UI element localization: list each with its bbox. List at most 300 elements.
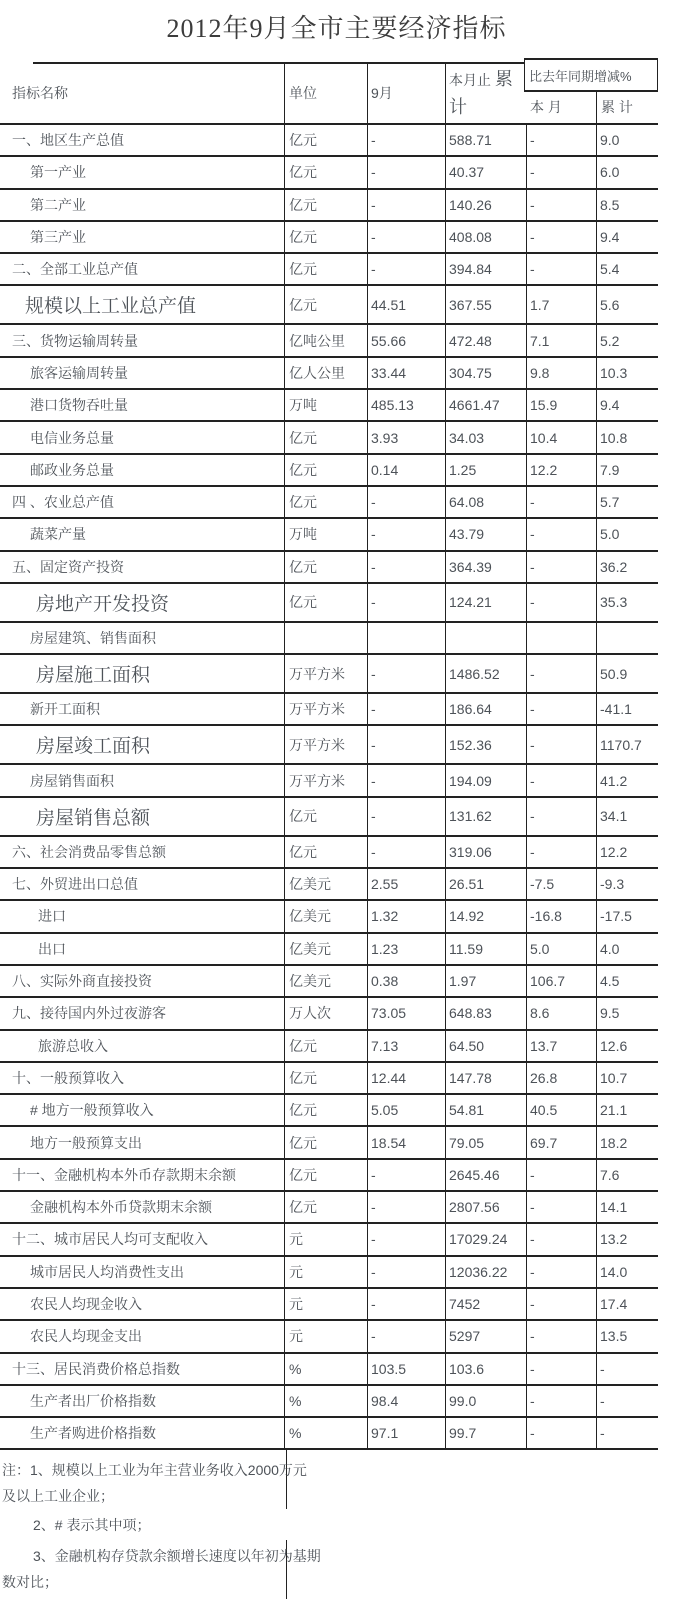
cumulative-value-cell: 79.05 bbox=[445, 1127, 526, 1157]
indicator-name-cell: 房屋建筑、销售面积 bbox=[30, 630, 156, 646]
yoy-cumulative-cell: 14.1 bbox=[596, 1192, 658, 1222]
yoy-cumulative-cell: - bbox=[596, 1418, 658, 1448]
note-line: 2、# 表示其中项； bbox=[33, 1516, 151, 1533]
table-row bbox=[0, 726, 658, 765]
yoy-cumulative-cell: 1170.7 bbox=[596, 726, 658, 763]
indicator-name-cell: 十、一般预算收入 bbox=[12, 1069, 124, 1086]
note-line: 数对比； bbox=[2, 1574, 58, 1591]
yoy-month-cell: 5.0 bbox=[526, 934, 596, 964]
table-row bbox=[0, 222, 658, 254]
yoy-cumulative-cell: 4.5 bbox=[596, 966, 658, 996]
yoy-cumulative-cell: 7.9 bbox=[596, 455, 658, 485]
unit-cell: 亿元 bbox=[284, 837, 367, 867]
yoy-cumulative-cell: 21.1 bbox=[596, 1095, 658, 1125]
yoy-month-cell: 12.2 bbox=[526, 455, 596, 485]
unit-cell: 亿元 bbox=[284, 487, 367, 517]
yoy-cumulative-cell: 18.2 bbox=[596, 1127, 658, 1157]
month-value-cell: - bbox=[367, 222, 445, 252]
yoy-month-cell: 40.5 bbox=[526, 1095, 596, 1125]
cumulative-value-cell: 64.50 bbox=[445, 1031, 526, 1061]
yoy-month-cell: 1.7 bbox=[526, 286, 596, 323]
yoy-month-cell: - bbox=[526, 1289, 596, 1319]
table-row bbox=[0, 837, 658, 869]
header-yoy-group: 比去年同期增减% bbox=[524, 58, 658, 92]
cumulative-value-cell: 472.48 bbox=[445, 325, 526, 355]
yoy-cumulative-cell: 34.1 bbox=[596, 798, 658, 835]
header-cumulative: 本月止 累 计 bbox=[445, 62, 526, 123]
indicator-name-cell: 房地产开发投资 bbox=[36, 593, 170, 615]
month-value-cell: 12.44 bbox=[367, 1063, 445, 1093]
unit-cell: 亿美元 bbox=[284, 869, 367, 899]
cumulative-value-cell: 4661.47 bbox=[445, 390, 526, 420]
month-value-cell: - bbox=[367, 157, 445, 187]
month-value-cell: - bbox=[367, 125, 445, 155]
indicator-name-cell: 二、全部工业总产值 bbox=[12, 261, 138, 278]
indicator-name-cell: 农民人均现金收入 bbox=[30, 1296, 142, 1313]
unit-cell: 元 bbox=[284, 1257, 367, 1287]
indicator-name-cell: 一、地区生产总值 bbox=[12, 132, 124, 149]
yoy-cumulative-cell: 35.3 bbox=[596, 584, 658, 621]
month-value-cell: 0.14 bbox=[367, 455, 445, 485]
header-yoy-cumulative: 累 计 bbox=[596, 90, 658, 123]
header-unit: 单位 bbox=[284, 62, 367, 123]
table-row bbox=[0, 869, 658, 901]
yoy-cumulative-cell: 12.2 bbox=[596, 837, 658, 867]
month-value-cell: 1.23 bbox=[367, 934, 445, 964]
cumulative-value-cell: 54.81 bbox=[445, 1095, 526, 1125]
yoy-month-cell: - bbox=[526, 798, 596, 835]
indicator-name-cell: # 地方一般预算收入 bbox=[30, 1102, 154, 1119]
cumulative-value-cell: 99.0 bbox=[445, 1386, 526, 1416]
table-row bbox=[0, 1063, 658, 1095]
month-value-cell: 103.5 bbox=[367, 1354, 445, 1384]
cumulative-value-cell: 1.25 bbox=[445, 455, 526, 485]
cumulative-value-cell: 186.64 bbox=[445, 694, 526, 724]
yoy-month-cell: - bbox=[526, 1160, 596, 1190]
note-3 bbox=[0, 1540, 321, 1599]
unit-cell: 万平方米 bbox=[284, 694, 367, 724]
indicator-name-cell: 十一、金融机构本外币存款期末余额 bbox=[12, 1166, 236, 1183]
table-row bbox=[0, 1224, 658, 1256]
indicator-name-cell: 邮政业务总量 bbox=[30, 461, 114, 478]
month-value-cell: - bbox=[367, 837, 445, 867]
table-row bbox=[0, 655, 658, 694]
header-indicator: 指标名称 bbox=[12, 84, 68, 101]
yoy-month-cell: - bbox=[526, 1257, 596, 1287]
yoy-cumulative-cell: 13.5 bbox=[596, 1321, 658, 1351]
month-value-cell: 485.13 bbox=[367, 390, 445, 420]
note-line: 3、金融机构存贷款余额增长速度以年初为基期 bbox=[33, 1548, 321, 1565]
yoy-cumulative-cell: 9.5 bbox=[596, 998, 658, 1028]
yoy-cumulative-cell: 50.9 bbox=[596, 655, 658, 692]
month-value-cell: - bbox=[367, 1321, 445, 1351]
yoy-cumulative-cell: 9.4 bbox=[596, 222, 658, 252]
cumulative-value-cell: 124.21 bbox=[445, 584, 526, 621]
yoy-month-cell: 69.7 bbox=[526, 1127, 596, 1157]
indicator-name-cell: 新开工面积 bbox=[30, 701, 100, 718]
cumulative-value-cell: 1486.52 bbox=[445, 655, 526, 692]
month-value-cell: 73.05 bbox=[367, 998, 445, 1028]
table-row bbox=[0, 422, 658, 454]
cumulative-value-cell: 648.83 bbox=[445, 998, 526, 1028]
table-row bbox=[0, 1257, 658, 1289]
indicator-name-cell: 房屋竣工面积 bbox=[36, 736, 151, 758]
table-row bbox=[0, 487, 658, 519]
indicator-name-cell: 八、实际外商直接投资 bbox=[12, 973, 152, 990]
unit-cell: 万平方米 bbox=[284, 655, 367, 692]
unit-cell: 亿元 bbox=[284, 1063, 367, 1093]
unit-cell: 万人次 bbox=[284, 998, 367, 1028]
unit-cell: 亿元 bbox=[284, 798, 367, 835]
table-row bbox=[0, 623, 658, 655]
yoy-month-cell: 10.4 bbox=[526, 422, 596, 452]
table-row bbox=[0, 1095, 658, 1127]
indicator-name-cell: 第二产业 bbox=[30, 196, 86, 213]
yoy-cumulative-cell: 12.6 bbox=[596, 1031, 658, 1061]
table-row bbox=[0, 966, 658, 998]
table-row bbox=[0, 901, 658, 933]
indicator-name-cell: 进口 bbox=[38, 908, 66, 925]
cumulative-value-cell: 588.71 bbox=[445, 125, 526, 155]
unit-cell: 亿元 bbox=[284, 157, 367, 187]
table-row bbox=[0, 1354, 658, 1386]
month-value-cell: - bbox=[367, 584, 445, 621]
cumulative-value-cell: 1.97 bbox=[445, 966, 526, 996]
yoy-month-cell: -7.5 bbox=[526, 869, 596, 899]
table-row bbox=[0, 254, 658, 286]
yoy-month-cell: - bbox=[526, 254, 596, 284]
indicator-name-cell: 十三、居民消费价格总指数 bbox=[12, 1360, 180, 1377]
yoy-cumulative-cell: 9.4 bbox=[596, 390, 658, 420]
indicator-name-cell: 出口 bbox=[38, 940, 66, 957]
unit-cell: 万吨 bbox=[284, 519, 367, 549]
table-row bbox=[0, 694, 658, 726]
yoy-month-cell: 13.7 bbox=[526, 1031, 596, 1061]
yoy-month-cell: - bbox=[526, 1386, 596, 1416]
cumulative-value-cell: 152.36 bbox=[445, 726, 526, 763]
yoy-cumulative-cell: 10.8 bbox=[596, 422, 658, 452]
yoy-month-cell: - bbox=[526, 222, 596, 252]
month-value-cell: - bbox=[367, 765, 445, 795]
yoy-cumulative-cell: 5.0 bbox=[596, 519, 658, 549]
yoy-cumulative-cell: 14.0 bbox=[596, 1257, 658, 1287]
yoy-cumulative-cell bbox=[596, 623, 658, 653]
yoy-cumulative-cell: 36.2 bbox=[596, 552, 658, 582]
cumulative-value-cell: 14.92 bbox=[445, 901, 526, 931]
indicator-name-cell: 港口货物吞吐量 bbox=[30, 397, 128, 414]
cumulative-value-cell: 394.84 bbox=[445, 254, 526, 284]
unit-cell: 亿元 bbox=[284, 1160, 367, 1190]
yoy-month-cell: 8.6 bbox=[526, 998, 596, 1028]
unit-cell: 亿元 bbox=[284, 190, 367, 220]
table-row bbox=[0, 1031, 658, 1063]
table-header-row bbox=[0, 62, 658, 125]
unit-cell: 亿元 bbox=[284, 422, 367, 452]
month-value-cell: 55.66 bbox=[367, 325, 445, 355]
indicator-name-cell: 五、固定资产投资 bbox=[12, 558, 124, 575]
note-line: 注：1、规模以上工业为年主营业务收入2000万元 bbox=[2, 1462, 307, 1479]
unit-cell: 亿元 bbox=[284, 1127, 367, 1157]
table-row bbox=[0, 1321, 658, 1353]
cumulative-value-cell: 11.59 bbox=[445, 934, 526, 964]
yoy-month-cell: - bbox=[526, 1321, 596, 1351]
unit-cell: 元 bbox=[284, 1224, 367, 1254]
unit-cell bbox=[284, 623, 367, 653]
month-value-cell: - bbox=[367, 552, 445, 582]
table-row bbox=[0, 1289, 658, 1321]
yoy-cumulative-cell: 7.6 bbox=[596, 1160, 658, 1190]
table-row bbox=[0, 1192, 658, 1224]
yoy-month-cell: - bbox=[526, 837, 596, 867]
table-row bbox=[0, 157, 658, 189]
indicator-name-cell: 房屋销售面积 bbox=[30, 772, 114, 789]
month-value-cell: 7.13 bbox=[367, 1031, 445, 1061]
table-row bbox=[0, 1160, 658, 1192]
table-row bbox=[0, 390, 658, 422]
yoy-month-cell: 15.9 bbox=[526, 390, 596, 420]
cumulative-value-cell: 2807.56 bbox=[445, 1192, 526, 1222]
unit-cell: 亿元 bbox=[284, 552, 367, 582]
table-row bbox=[0, 934, 658, 966]
yoy-cumulative-cell: 9.0 bbox=[596, 125, 658, 155]
month-value-cell: 1.32 bbox=[367, 901, 445, 931]
month-value-cell: - bbox=[367, 190, 445, 220]
yoy-month-cell: 7.1 bbox=[526, 325, 596, 355]
unit-cell: 亿人公里 bbox=[284, 358, 367, 388]
yoy-cumulative-cell: - bbox=[596, 1386, 658, 1416]
month-value-cell: 5.05 bbox=[367, 1095, 445, 1125]
unit-cell: 万吨 bbox=[284, 390, 367, 420]
cumulative-value-cell: 26.51 bbox=[445, 869, 526, 899]
unit-cell: 亿元 bbox=[284, 254, 367, 284]
cumulative-value-cell: 408.08 bbox=[445, 222, 526, 252]
indicator-name-cell: 第一产业 bbox=[30, 164, 86, 181]
yoy-cumulative-cell: 17.4 bbox=[596, 1289, 658, 1319]
month-value-cell: 44.51 bbox=[367, 286, 445, 323]
month-value-cell: - bbox=[367, 1257, 445, 1287]
yoy-month-cell: - bbox=[526, 519, 596, 549]
table-row bbox=[0, 765, 658, 797]
cumulative-value-cell: 5297 bbox=[445, 1321, 526, 1351]
month-value-cell: - bbox=[367, 1160, 445, 1190]
yoy-cumulative-cell: 5.2 bbox=[596, 325, 658, 355]
month-value-cell: 33.44 bbox=[367, 358, 445, 388]
month-value-cell: 0.38 bbox=[367, 966, 445, 996]
unit-cell: 亿元 bbox=[284, 1192, 367, 1222]
yoy-month-cell: - bbox=[526, 190, 596, 220]
yoy-month-cell bbox=[526, 623, 596, 653]
yoy-month-cell: - bbox=[526, 487, 596, 517]
cumulative-value-cell: 364.39 bbox=[445, 552, 526, 582]
indicator-name-cell: 蔬菜产量 bbox=[30, 526, 86, 543]
yoy-cumulative-cell: -41.1 bbox=[596, 694, 658, 724]
yoy-month-cell: - bbox=[526, 1354, 596, 1384]
month-value-cell: - bbox=[367, 487, 445, 517]
header-yoy-month: 本 月 bbox=[530, 98, 562, 115]
unit-cell: 亿美元 bbox=[284, 966, 367, 996]
unit-cell: 万平方米 bbox=[284, 726, 367, 763]
yoy-month-cell: - bbox=[526, 765, 596, 795]
cumulative-value-cell: 43.79 bbox=[445, 519, 526, 549]
unit-cell: % bbox=[284, 1418, 367, 1448]
page-title: 2012年9月全市主要经济指标 bbox=[166, 14, 507, 43]
unit-cell: 亿元 bbox=[284, 455, 367, 485]
unit-cell: 亿元 bbox=[284, 1095, 367, 1125]
indicator-name-cell: 房屋销售总额 bbox=[36, 807, 151, 829]
indicator-name-cell: 生产者出厂价格指数 bbox=[30, 1392, 156, 1409]
indicator-name-cell: 金融机构本外币贷款期末余额 bbox=[30, 1199, 212, 1216]
indicator-name-cell: 生产者购进价格指数 bbox=[30, 1425, 156, 1442]
month-value-cell: - bbox=[367, 1192, 445, 1222]
table-row bbox=[0, 519, 658, 551]
yoy-cumulative-cell: - bbox=[596, 1354, 658, 1384]
cumulative-value-cell: 131.62 bbox=[445, 798, 526, 835]
yoy-month-cell: 106.7 bbox=[526, 966, 596, 996]
yoy-cumulative-cell: 4.0 bbox=[596, 934, 658, 964]
yoy-cumulative-cell: 6.0 bbox=[596, 157, 658, 187]
month-value-cell: - bbox=[367, 519, 445, 549]
yoy-month-cell: - bbox=[526, 552, 596, 582]
table-row bbox=[0, 584, 658, 623]
yoy-month-cell: - bbox=[526, 157, 596, 187]
notes-section bbox=[0, 1450, 658, 1599]
indicator-name-cell: 房屋施工面积 bbox=[36, 665, 151, 687]
yoy-cumulative-cell: 10.3 bbox=[596, 358, 658, 388]
indicator-name-cell: 第三产业 bbox=[30, 229, 86, 246]
yoy-cumulative-cell: 13.2 bbox=[596, 1224, 658, 1254]
unit-cell: 亿元 bbox=[284, 584, 367, 621]
unit-cell: 亿元 bbox=[284, 286, 367, 323]
indicator-name-cell: 规模以上工业总产值 bbox=[25, 296, 197, 318]
cumulative-value-cell bbox=[445, 623, 526, 653]
yoy-cumulative-cell: -17.5 bbox=[596, 901, 658, 931]
indicator-name-cell: 四 、农业总产值 bbox=[12, 494, 114, 511]
month-value-cell: 3.93 bbox=[367, 422, 445, 452]
yoy-cumulative-cell: -9.3 bbox=[596, 869, 658, 899]
indicator-name-cell: 三、货物运输周转量 bbox=[12, 332, 138, 349]
yoy-cumulative-cell: 10.7 bbox=[596, 1063, 658, 1093]
indicator-name-cell: 六、社会消费品零售总额 bbox=[12, 843, 166, 860]
cumulative-value-cell: 40.37 bbox=[445, 157, 526, 187]
unit-cell: % bbox=[284, 1386, 367, 1416]
cumulative-value-cell: 17029.24 bbox=[445, 1224, 526, 1254]
yoy-month-cell: - bbox=[526, 125, 596, 155]
month-value-cell: - bbox=[367, 694, 445, 724]
table-row bbox=[0, 798, 658, 837]
table-row bbox=[0, 325, 658, 357]
unit-cell: 亿元 bbox=[284, 125, 367, 155]
unit-cell: 亿吨公里 bbox=[284, 325, 367, 355]
table-row bbox=[0, 125, 658, 157]
cumulative-value-cell: 2645.46 bbox=[445, 1160, 526, 1190]
note-2 bbox=[0, 1509, 658, 1540]
yoy-cumulative-cell: 5.4 bbox=[596, 254, 658, 284]
table-row bbox=[0, 1127, 658, 1159]
indicator-name-cell: 九、接待国内外过夜游客 bbox=[12, 1005, 166, 1022]
month-value-cell: 18.54 bbox=[367, 1127, 445, 1157]
unit-cell: 万平方米 bbox=[284, 765, 367, 795]
yoy-cumulative-cell: 5.7 bbox=[596, 487, 658, 517]
indicator-name-cell: 地方一般预算支出 bbox=[30, 1134, 142, 1151]
yoy-month-cell: - bbox=[526, 726, 596, 763]
unit-cell: 元 bbox=[284, 1321, 367, 1351]
month-value-cell: - bbox=[367, 1224, 445, 1254]
indicator-name-cell: 十二、城市居民人均可支配收入 bbox=[12, 1231, 208, 1248]
indicator-name-cell: 旅游总收入 bbox=[38, 1037, 108, 1054]
cumulative-value-cell: 34.03 bbox=[445, 422, 526, 452]
table-row bbox=[0, 358, 658, 390]
cumulative-value-cell: 147.78 bbox=[445, 1063, 526, 1093]
table-row bbox=[0, 1418, 658, 1450]
month-value-cell: - bbox=[367, 726, 445, 763]
economic-indicators-table bbox=[0, 62, 658, 1450]
table-row bbox=[0, 998, 658, 1030]
table-row bbox=[0, 190, 658, 222]
month-value-cell: - bbox=[367, 1289, 445, 1319]
note-1 bbox=[0, 1450, 307, 1509]
yoy-month-cell: 26.8 bbox=[526, 1063, 596, 1093]
table-row bbox=[0, 1386, 658, 1418]
indicator-name-cell: 农民人均现金支出 bbox=[30, 1328, 142, 1345]
yoy-month-cell: - bbox=[526, 694, 596, 724]
yoy-cumulative-cell: 5.6 bbox=[596, 286, 658, 323]
unit-cell: 元 bbox=[284, 1289, 367, 1319]
month-value-cell: - bbox=[367, 655, 445, 692]
cumulative-value-cell: 319.06 bbox=[445, 837, 526, 867]
yoy-month-cell: - bbox=[526, 655, 596, 692]
table-row bbox=[0, 286, 658, 325]
cumulative-value-cell: 7452 bbox=[445, 1289, 526, 1319]
month-value-cell: 98.4 bbox=[367, 1386, 445, 1416]
indicator-name-cell: 七、外贸进出口总值 bbox=[12, 876, 138, 893]
cumulative-value-cell: 64.08 bbox=[445, 487, 526, 517]
cumulative-value-cell: 194.09 bbox=[445, 765, 526, 795]
yoy-cumulative-cell: 8.5 bbox=[596, 190, 658, 220]
month-value-cell: 2.55 bbox=[367, 869, 445, 899]
yoy-month-cell: 9.8 bbox=[526, 358, 596, 388]
note-line: 及以上工业企业； bbox=[2, 1488, 114, 1505]
unit-cell: 亿元 bbox=[284, 1031, 367, 1061]
unit-cell: 亿美元 bbox=[284, 934, 367, 964]
table-rows bbox=[0, 125, 658, 1450]
indicator-name-cell: 城市居民人均消费性支出 bbox=[30, 1263, 184, 1280]
unit-cell: 亿元 bbox=[284, 222, 367, 252]
month-value-cell: - bbox=[367, 798, 445, 835]
month-value-cell: - bbox=[367, 254, 445, 284]
month-value-cell bbox=[367, 623, 445, 653]
yoy-month-cell: - bbox=[526, 584, 596, 621]
unit-cell: % bbox=[284, 1354, 367, 1384]
cumulative-value-cell: 367.55 bbox=[445, 286, 526, 323]
table-row bbox=[0, 455, 658, 487]
indicator-name-cell: 旅客运输周转量 bbox=[30, 364, 128, 381]
yoy-month-cell: - bbox=[526, 1192, 596, 1222]
yoy-month-cell: - bbox=[526, 1224, 596, 1254]
cumulative-value-cell: 304.75 bbox=[445, 358, 526, 388]
yoy-cumulative-cell: 41.2 bbox=[596, 765, 658, 795]
header-month: 9月 bbox=[367, 62, 445, 123]
cumulative-value-cell: 103.6 bbox=[445, 1354, 526, 1384]
yoy-month-cell: -16.8 bbox=[526, 901, 596, 931]
cumulative-value-cell: 12036.22 bbox=[445, 1257, 526, 1287]
unit-cell: 亿美元 bbox=[284, 901, 367, 931]
cumulative-value-cell: 99.7 bbox=[445, 1418, 526, 1448]
month-value-cell: 97.1 bbox=[367, 1418, 445, 1448]
cumulative-value-cell: 140.26 bbox=[445, 190, 526, 220]
table-row bbox=[0, 552, 658, 584]
yoy-month-cell: - bbox=[526, 1418, 596, 1448]
indicator-name-cell: 电信业务总量 bbox=[30, 429, 114, 446]
